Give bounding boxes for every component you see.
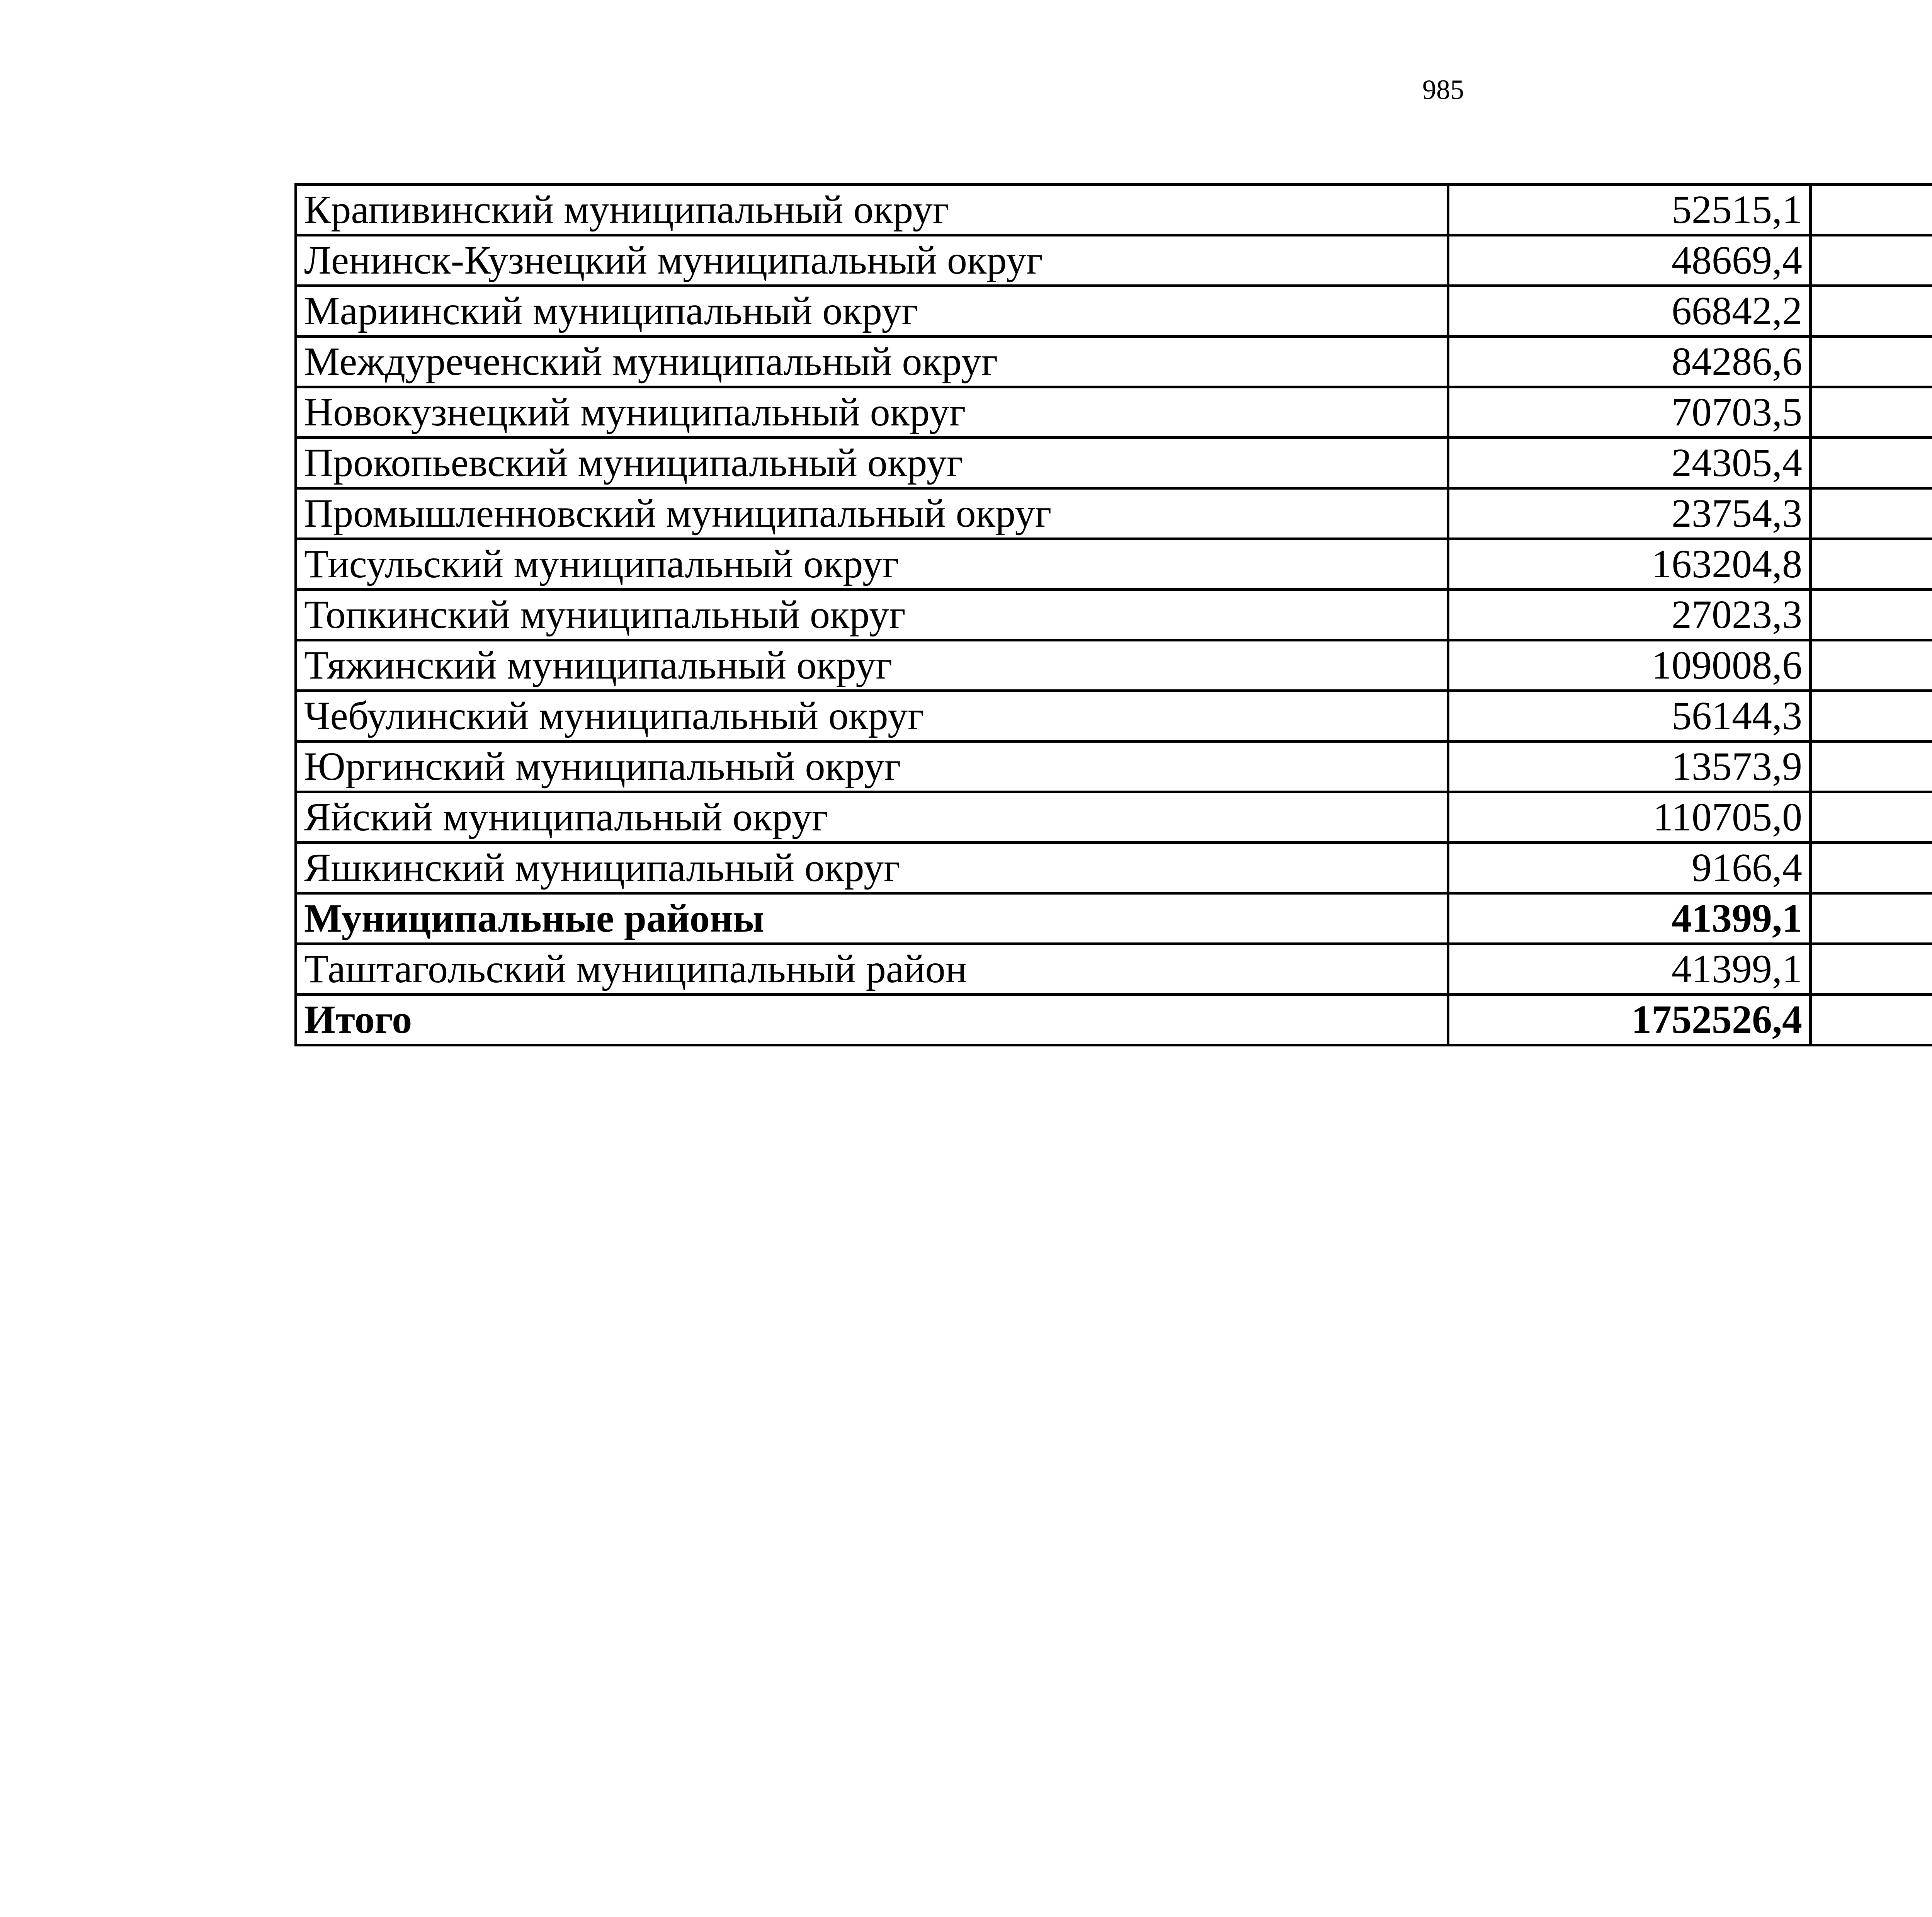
table-row xyxy=(296,640,1932,691)
table-row xyxy=(296,337,1932,387)
row-name-cell: Юргинский муниципальный округ xyxy=(296,742,1448,792)
value-cell-1: 66842,2 xyxy=(1448,286,1811,337)
value-cell-1: 24305,4 xyxy=(1448,438,1811,488)
row-name-cell: Муниципальные районы xyxy=(296,893,1448,944)
value-cell-2 xyxy=(1811,792,1932,843)
row-name-cell: Яйский муниципальный округ xyxy=(296,792,1448,843)
value-cell-1: 163204,8 xyxy=(1448,539,1811,590)
value-cell-1: 109008,6 xyxy=(1448,640,1811,691)
value-cell-1: 56144,3 xyxy=(1448,691,1811,742)
value-cell-2 xyxy=(1811,944,1932,995)
row-name-cell: Новокузнецкий муниципальный округ xyxy=(296,387,1448,438)
value-cell-1: 1752526,4 xyxy=(1448,995,1811,1045)
row-name-cell: Топкинский муниципальный округ xyxy=(296,590,1448,640)
value-cell-2 xyxy=(1811,995,1932,1045)
table-body xyxy=(296,185,1932,1045)
value-cell-2 xyxy=(1811,691,1932,742)
budget-table xyxy=(294,183,1932,1046)
value-cell-2 xyxy=(1811,488,1932,539)
value-cell-2 xyxy=(1811,640,1932,691)
value-cell-2 xyxy=(1811,590,1932,640)
value-cell-1: 23754,3 xyxy=(1448,488,1811,539)
row-name-cell: Чебулинский муниципальный округ xyxy=(296,691,1448,742)
value-cell-2 xyxy=(1811,539,1932,590)
table-row xyxy=(296,438,1932,488)
value-cell-2 xyxy=(1811,742,1932,792)
value-cell-2 xyxy=(1811,286,1932,337)
value-cell-2 xyxy=(1811,185,1932,235)
table-row xyxy=(296,691,1932,742)
value-cell-1: 41399,1 xyxy=(1448,944,1811,995)
value-cell-2 xyxy=(1811,387,1932,438)
value-cell-2 xyxy=(1811,843,1932,893)
table-row xyxy=(296,590,1932,640)
table-row-summary xyxy=(296,893,1932,944)
table-row xyxy=(296,488,1932,539)
row-name-cell: Крапивинский муниципальный округ xyxy=(296,185,1448,235)
table-row xyxy=(296,235,1932,286)
value-cell-1: 9166,4 xyxy=(1448,843,1811,893)
row-name-cell: Тисульский муниципальный округ xyxy=(296,539,1448,590)
row-name-cell: Прокопьевский муниципальный округ xyxy=(296,438,1448,488)
value-cell-2 xyxy=(1811,337,1932,387)
row-name-cell: Междуреченский муниципальный округ xyxy=(296,337,1448,387)
table-row xyxy=(296,387,1932,438)
value-cell-1: 48669,4 xyxy=(1448,235,1811,286)
table-row-summary xyxy=(296,995,1932,1045)
row-name-cell: Таштагольский муниципальный район xyxy=(296,944,1448,995)
table-row xyxy=(296,185,1932,235)
table-row xyxy=(296,792,1932,843)
table-row xyxy=(296,539,1932,590)
table-row xyxy=(296,944,1932,995)
table-row xyxy=(296,286,1932,337)
value-cell-2 xyxy=(1811,893,1932,944)
page-number: 985 xyxy=(1422,74,1464,105)
value-cell-2 xyxy=(1811,438,1932,488)
value-cell-1: 41399,1 xyxy=(1448,893,1811,944)
value-cell-1: 52515,1 xyxy=(1448,185,1811,235)
row-name-cell: Тяжинский муниципальный округ xyxy=(296,640,1448,691)
row-name-cell: Яшкинский муниципальный округ xyxy=(296,843,1448,893)
value-cell-1: 27023,3 xyxy=(1448,590,1811,640)
value-cell-1: 84286,6 xyxy=(1448,337,1811,387)
value-cell-2 xyxy=(1811,235,1932,286)
row-name-cell: Ленинск-Кузнецкий муниципальный округ xyxy=(296,235,1448,286)
table-row xyxy=(296,742,1932,792)
value-cell-1: 70703,5 xyxy=(1448,387,1811,438)
value-cell-1: 13573,9 xyxy=(1448,742,1811,792)
table-row xyxy=(296,843,1932,893)
row-name-cell: Мариинский муниципальный округ xyxy=(296,286,1448,337)
row-name-cell: Итого xyxy=(296,995,1448,1045)
row-name-cell: Промышленновский муниципальный округ xyxy=(296,488,1448,539)
value-cell-1: 110705,0 xyxy=(1448,792,1811,843)
